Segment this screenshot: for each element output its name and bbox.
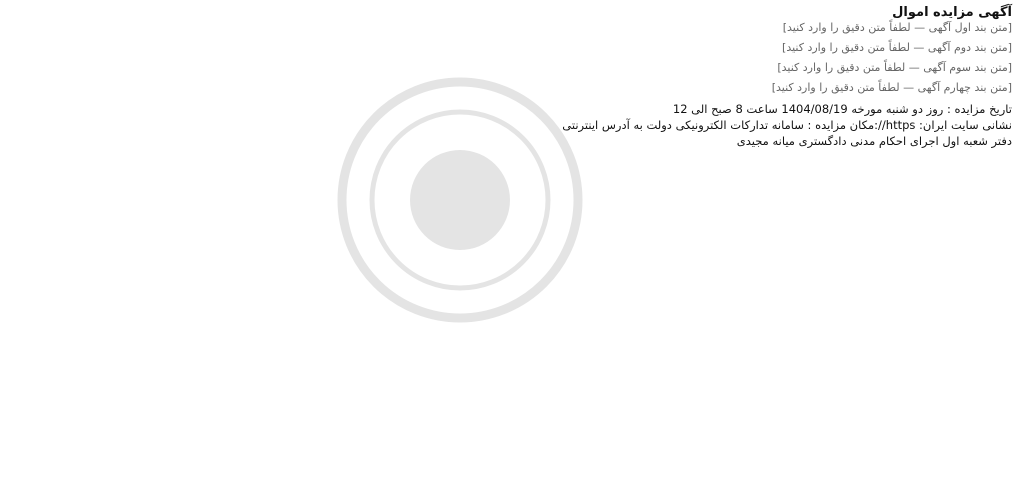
notice-paragraph-1: [متن بند اول آگهی — لطفاً متن دقیق را وارد کنید] [782,21,1012,34]
notice-paragraph-4: [متن بند چهارم آگهی — لطفاً متن دقیق را وارد کنید] [771,81,1012,94]
issuing-office: دفتر شعبه اول اجرای احکام مدنی دادگستری میانه مجیدی [736,134,1012,148]
notice-paragraph-2: [متن بند دوم آگهی — لطفاً متن دقیق را وارد کنید] [782,41,1012,54]
auction-date: تاریخ مزایده : روز دو شنبه مورخه 1404/08/19 ساعت 8 صبح الی 12 [672,102,1012,116]
notice-paragraph-3: [متن بند سوم آگهی — لطفاً متن دقیق را وارد کنید] [777,61,1012,74]
notice-title: آگهی مزایده اموال [892,5,1012,20]
auction-location: نشانی سایت ایران: https//:مکان مزایده : سامانه تدارکات الکترونیکی دولت به آدرس اینترنتی [562,118,1012,132]
